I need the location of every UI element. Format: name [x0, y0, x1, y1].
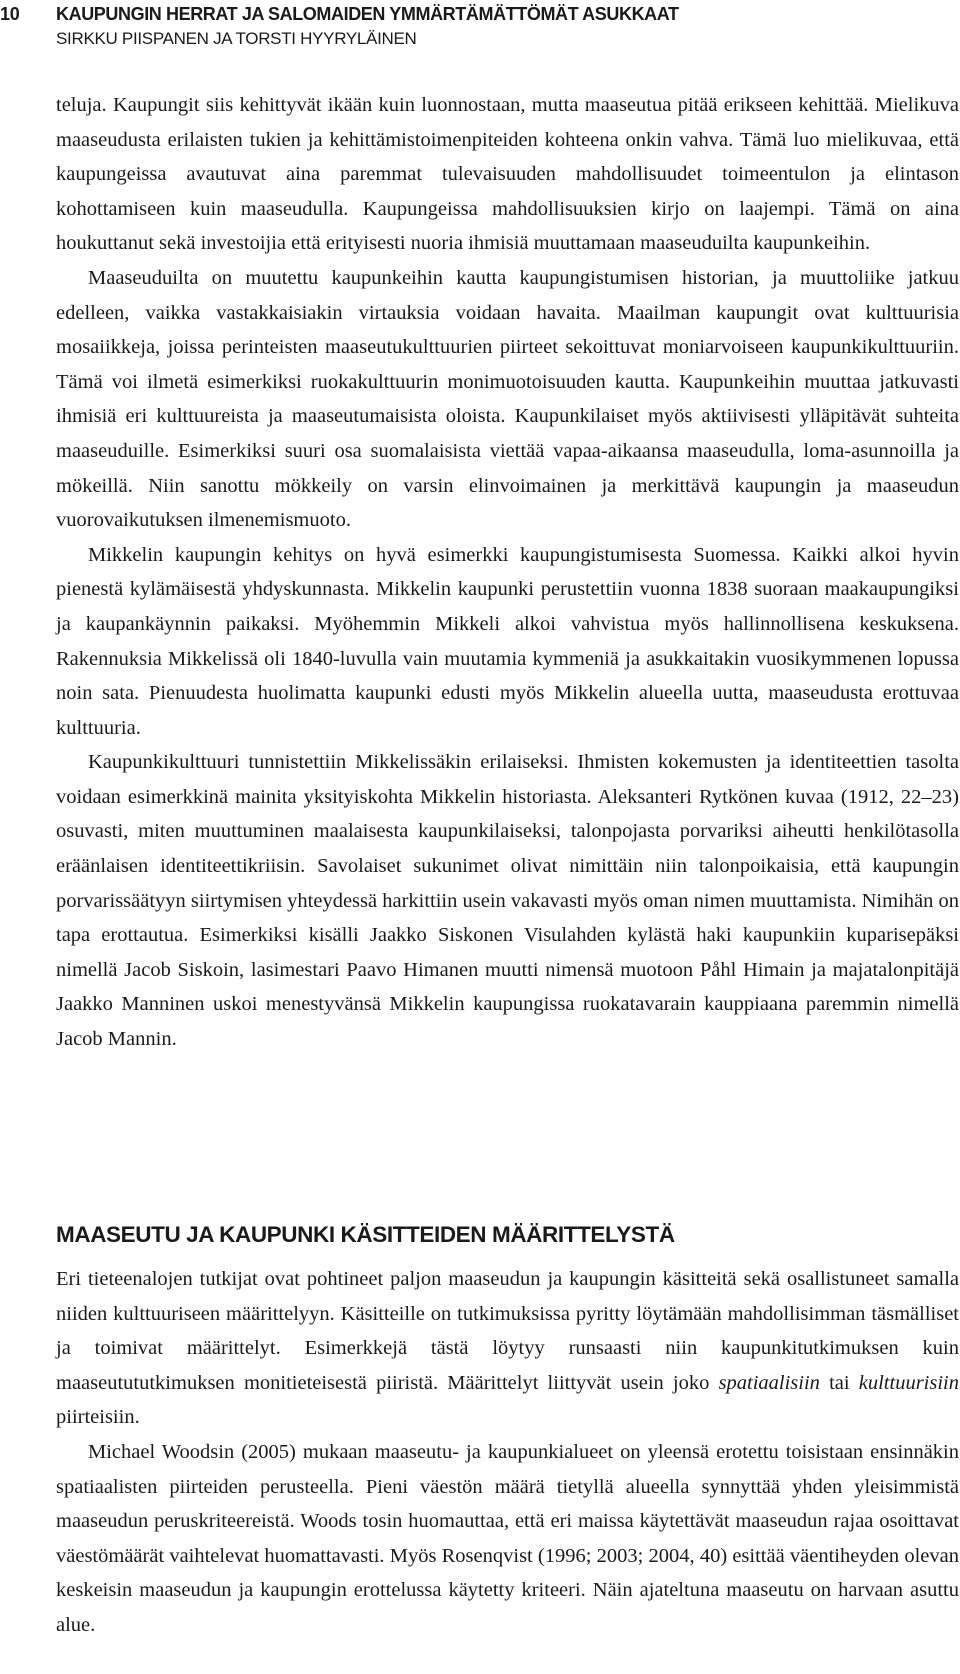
text-run: Eri tieteenalojen tutkijat ovat pohtineet paljon maaseudun ja kaupungin käsitteitä sekä osallistuneet samalla niiden kulttuuriseen määrittelyyn. Käsitteille on tutkimuksissa pyritty löytämään mahdollisimman täsmälliset ja toimivat määrittelyt. Esimerkkejä tästä löytyy runsaasti niin kaupunkitutkimuksen kuin maaseutututkimuksen monitieteisestä piiristä. Määrittelyt liittyvät usein joko — [56, 1268, 959, 1394]
emphasis-spatial: spatiaalisiin — [718, 1371, 820, 1394]
body-text — [56, 88, 959, 1057]
section-heading: MAASEUTU JA KAUPUNKI KÄSITTEIDEN MÄÄRITTELYSTÄ — [56, 1222, 675, 1247]
text-run: tai — [819, 1371, 859, 1394]
page-number: 10 — [0, 4, 20, 24]
book-title: KAUPUNGIN HERRAT JA SALOMAIDEN YMMÄRTÄMÄTTÖMÄT ASUKKAAT — [56, 4, 679, 24]
section-body — [56, 1262, 959, 1643]
emphasis-cultural: kulttuurisiin — [858, 1371, 959, 1394]
authors-line: SIRKKU PIISPANEN JA TORSTI HYYRYLÄINEN — [56, 29, 417, 48]
paragraph: Maaseuduilta on muutettu kaupunkeihin kautta kaupungistumisen historian, ja muuttoliike jatkuu edelleen, vaikka vastakkaisiakin virtauksia voidaan havaita. Maailman kaupungit ovat kulttuurisia mosaiikkeja, joissa perinteisten maaseutukulttuurien piirteet sekoittuvat moniarvoiseen kaupunkikulttuuriin. Tämä voi ilmetä esimerkiksi ruokakulttuurin monimuotoisuuden kautta. Kaupunkeihin muuttaa jatkuvasti ihmisiä eri kulttuureista ja maaseutumaisista oloista. Kaupunkilaiset myös aktiivisesti ylläpitävät suhteita maaseuduille. Esimerkiksi suuri osa suomalaisista viettää vapaa-aikaansa maaseudulla, loma-asunnoilla ja mökeillä. Niin sanottu mökkeily on varsin elinvoimainen ja merkittävä kaupungin ja maaseudun vuorovaikutuksen ilmenemismuoto. — [56, 266, 959, 532]
paragraph: Mikkelin kaupungin kehitys on hyvä esimerkki kaupungistumisesta Suomessa. Kaikki alkoi hyvin pienestä kylämäisestä yhdyskunnasta. Mikkelin kaupunki perustettiin vuonna 1838 suoraan maakaupungiksi ja kaupankäynnin paikaksi. Myöhemmin Mikkeli alkoi vahvistua myös hallinnollisena keskuksena. Rakennuksia Mikkelissä oli 1840-luvulla vain muutamia kymmeniä ja asukkaitakin vuosikymmenen lopussa noin sata. Pienuudesta huolimatta kaupunki edusti myös Mikkelin alueella uutta, maaseudusta erottuvaa kulttuuria. — [56, 543, 959, 739]
paragraph: teluja. Kaupungit siis kehittyvät ikään kuin luonnostaan, mutta maaseutua pitää erikseen kehittää. Mielikuva maaseudusta erilaisten tukien ja kehittämistoimenpiteiden kohteena onkin vahva. Tämä luo mielikuvaa, että kaupungeissa avautuvat aina paremmat tulevaisuuden mahdollisuudet toimeentulon ja elintason kohottamiseen kuin maaseudulla. Kaupungeissa mahdollisuuksien kirjo on laajempi. Tämä on aina houkuttanut sekä investoijia että erityisesti nuoria ihmisiä muuttamaan maaseuduilta kaupunkeihin. — [56, 94, 959, 255]
paragraph: Kaupunkikulttuuri tunnistettiin Mikkelissäkin erilaiseksi. Ihmisten kokemusten ja identiteettien tasolta voidaan esimerkkinä mainita yksityiskohta Mikkelin historiasta. Aleksanteri Rytkönen kuvaa (1912, 22–23) osuvasti, miten muuttuminen maalaisesta kaupunkilaiseksi, talonpojasta porvariksi aiheutti henkilötasolla eräänlaisen identiteettikriisin. Savolaiset sukunimet olivat nimittäin niin talonpoikaisia, että kaupungin porvarissäätyyn siirtymisen yhteydessä harkittiin usein vakavasti myös oman nimen muuttamista. Nimihän on tapa erottautua. Esimerkiksi kisälli Jaakko Siskonen Visulahden kylästä haki kaupunkiin kuparisepäksi nimellä Jacob Siskoin, lasimestari Paavo Himanen muutti nimensä muotoon Påhl Himain ja majatalonpitäjä Jaakko Manninen uskoi menestyvänsä Mikkelin kaupungissa ruokatavarain kauppiaana paremmin nimellä Jacob Mannin. — [56, 751, 959, 1051]
paragraph: Michael Woodsin (2005) mukaan maaseutu- ja kaupunkialueet on yleensä erotettu toisistaan ensinnäkin spatiaalisten piirteiden perusteella. Pieni väestön määrä tietyllä alueella synnyttää yhden yleisimmistä maaseudun peruskriteereistä. Woods tosin huomauttaa, että eri maissa käytettävät maaseudun rajaa osoittavat väestömäärät vaihtelevat huomattavasti. Myös Rosenqvist (1996; 2003; 2004, 40) esittää väentiheyden olevan keskeisin maaseudun ja kaupungin erottelussa käytetty kriteeri. Näin ajateltuna maaseutu on harvaan asuttu alue. — [56, 1440, 959, 1636]
paragraph — [56, 1262, 959, 1435]
text-run: piirteisiin. — [56, 1406, 140, 1429]
